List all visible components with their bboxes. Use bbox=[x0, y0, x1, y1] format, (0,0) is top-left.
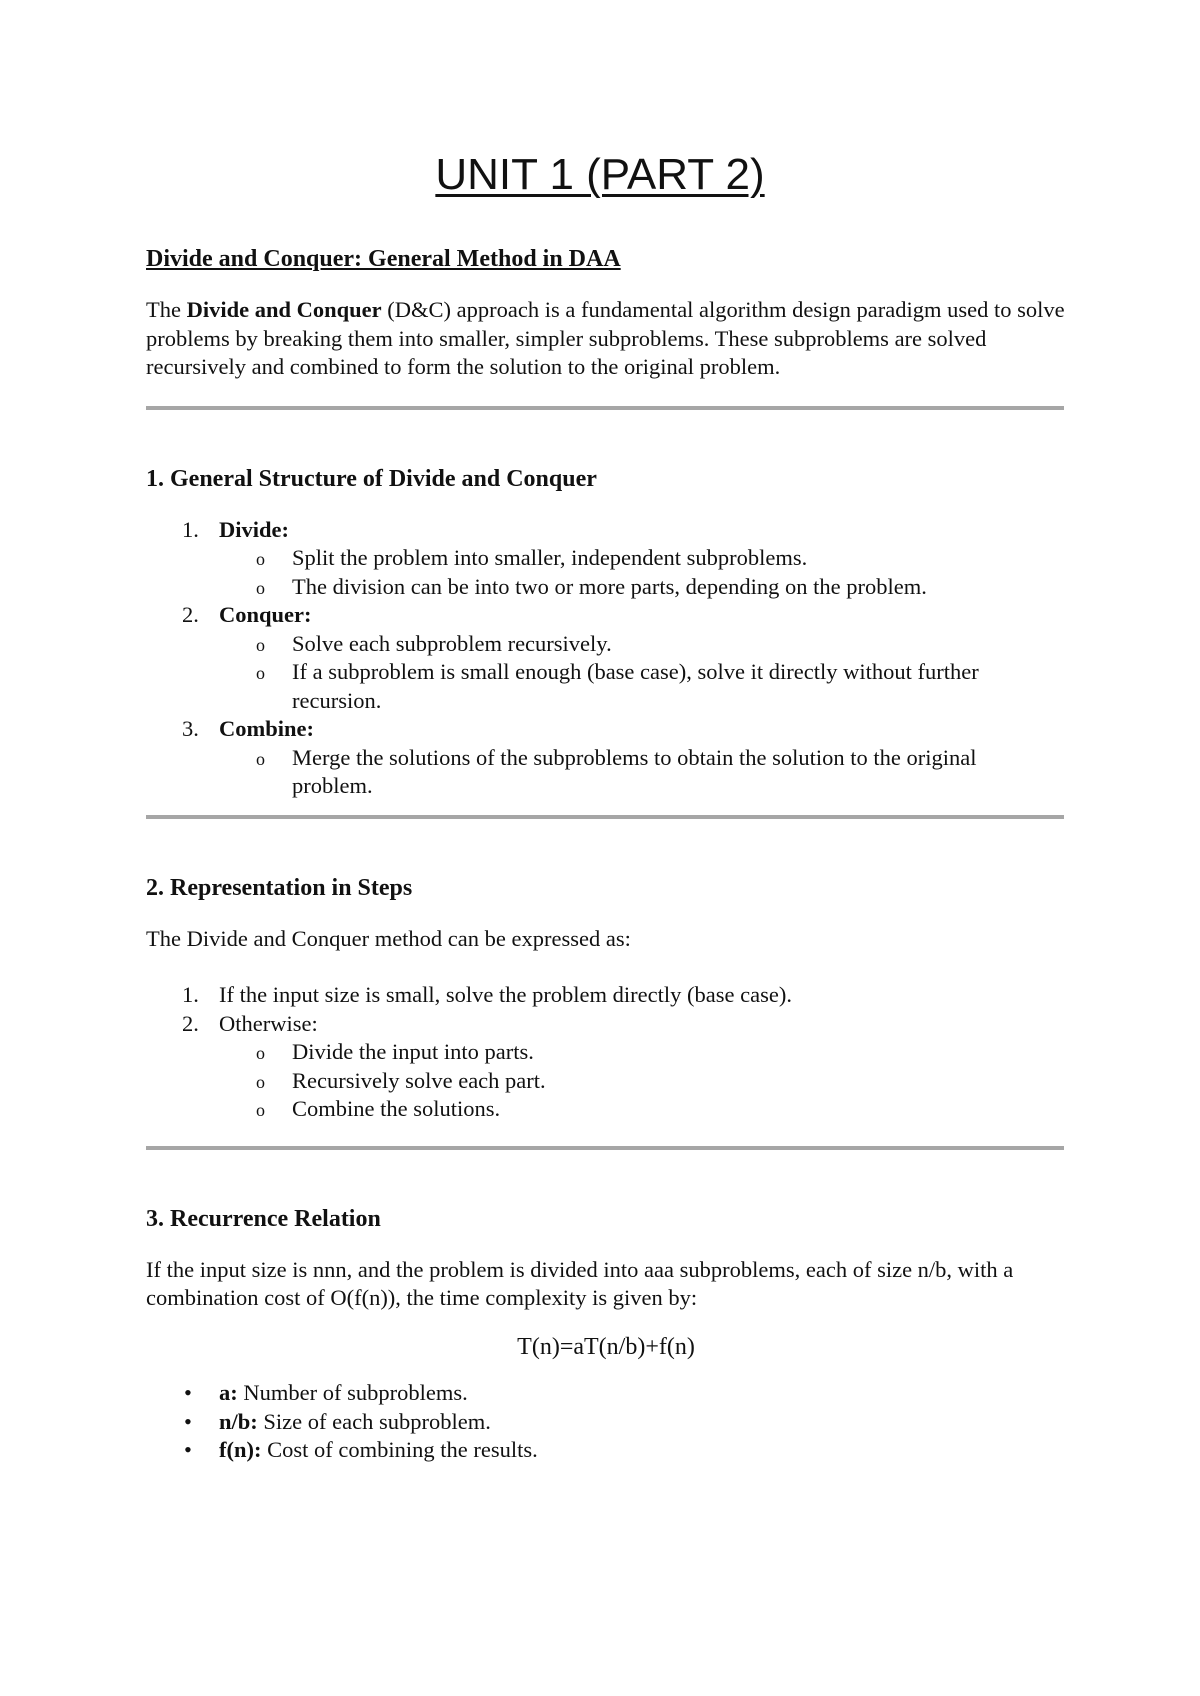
list-number: 1. bbox=[182, 516, 199, 542]
list-number: 3. bbox=[182, 716, 199, 741]
bullet-item bbox=[146, 1408, 1066, 1437]
sub-list bbox=[219, 1038, 1066, 1124]
section2-list bbox=[146, 981, 1066, 1124]
circle-bullet-icon: o bbox=[256, 663, 265, 683]
intro-text-bold: Divide and Conquer bbox=[186, 297, 382, 322]
document-body bbox=[146, 244, 1066, 1465]
list-item bbox=[146, 981, 1066, 1010]
sub-item bbox=[219, 1095, 1066, 1124]
list-label: Divide: bbox=[219, 516, 289, 542]
bullet-term: a: bbox=[219, 1380, 238, 1405]
bullet-item bbox=[146, 1379, 1066, 1408]
sub-item-text: The division can be into two or more parts, depending on the problem. bbox=[292, 573, 927, 599]
circle-bullet-icon: o bbox=[256, 1043, 265, 1063]
intro-text-end: (D&C) approach is a fundamental algorithm design paradigm used to solve problems by breaking them into smaller, simpler subproblems. These subproblems are solved recursively and combined to form the solution to the original problem. bbox=[146, 297, 1065, 379]
list-item-text: If the input size is small, solve the problem directly (base case). bbox=[219, 982, 792, 1007]
section1-heading: 1. General Structure of Divide and Conquer bbox=[146, 465, 597, 492]
sub-item bbox=[219, 744, 992, 801]
circle-bullet-icon: o bbox=[256, 549, 265, 569]
sub-item-text: Recursively solve each part. bbox=[292, 1067, 546, 1093]
recurrence-formula: T(n)=aT(n/b)+f(n) bbox=[517, 1333, 695, 1360]
sub-item bbox=[219, 1038, 1066, 1067]
section3-intro: If the input size is nnn, and the problem is divided into aaa subproblems, each of size n/b, with a combination cost of O(f(n)), the time complexity is given by: bbox=[146, 1256, 1014, 1310]
sub-item-text: If a subproblem is small enough (base case), solve it directly without further recursion. bbox=[292, 659, 979, 713]
bullet-item bbox=[146, 1436, 1066, 1465]
list-item-text: Otherwise: bbox=[219, 1010, 318, 1036]
bullet-icon: • bbox=[184, 1437, 192, 1462]
sub-item bbox=[219, 544, 1066, 573]
list-number: 2. bbox=[182, 1010, 199, 1036]
list-label: Combine: bbox=[219, 716, 314, 741]
circle-bullet-icon: o bbox=[256, 577, 265, 598]
bullet-desc: Size of each subproblem. bbox=[257, 1408, 491, 1434]
circle-bullet-icon: o bbox=[256, 1100, 265, 1120]
list-number: 2. bbox=[182, 602, 199, 627]
list-item bbox=[146, 601, 1066, 715]
sub-item-text: Split the problem into smaller, independent subproblems. bbox=[292, 545, 808, 570]
page-title: UNIT 1 (PART 2) bbox=[435, 150, 765, 199]
bullet-desc: Number of subproblems. bbox=[237, 1380, 468, 1405]
list-label: Conquer: bbox=[219, 602, 312, 627]
bullet-icon: • bbox=[184, 1408, 192, 1434]
bullet-desc: Cost of combining the results. bbox=[261, 1437, 538, 1462]
sub-item-text: Merge the solutions of the subproblems to obtain the solution to the original problem. bbox=[292, 744, 977, 798]
sub-item-text: Solve each subproblem recursively. bbox=[292, 630, 612, 656]
section2-intro: The Divide and Conquer method can be expressed as: bbox=[146, 925, 631, 951]
circle-bullet-icon: o bbox=[256, 634, 265, 655]
intro-heading: Divide and Conquer: General Method in DAA bbox=[146, 246, 621, 272]
intro-paragraph bbox=[146, 296, 1066, 382]
section3-heading: 3. Recurrence Relation bbox=[146, 1205, 381, 1232]
bullet-term: f(n): bbox=[219, 1437, 262, 1462]
section3-bullets bbox=[146, 1379, 1066, 1465]
sub-item-text: Combine the solutions. bbox=[292, 1096, 501, 1121]
sub-item-text: Divide the input into parts. bbox=[292, 1039, 534, 1064]
list-item bbox=[146, 516, 1066, 602]
section2-heading: 2. Representation in Steps bbox=[146, 874, 413, 901]
sub-item bbox=[219, 630, 1066, 659]
sub-list bbox=[219, 544, 1066, 601]
bullet-icon: • bbox=[184, 1380, 192, 1405]
sub-list bbox=[219, 744, 1066, 801]
circle-bullet-icon: o bbox=[256, 1071, 265, 1092]
intro-text-start: The bbox=[146, 297, 187, 322]
sub-list bbox=[219, 630, 1066, 716]
sub-item bbox=[219, 1067, 1066, 1096]
list-item bbox=[146, 1010, 1066, 1124]
bullet-term: n/b: bbox=[219, 1408, 258, 1434]
sub-item bbox=[219, 573, 1066, 602]
sub-item bbox=[219, 658, 992, 715]
circle-bullet-icon: o bbox=[256, 748, 265, 769]
list-item bbox=[146, 715, 1066, 801]
section1-list bbox=[146, 516, 1066, 801]
list-number: 1. bbox=[182, 982, 199, 1007]
